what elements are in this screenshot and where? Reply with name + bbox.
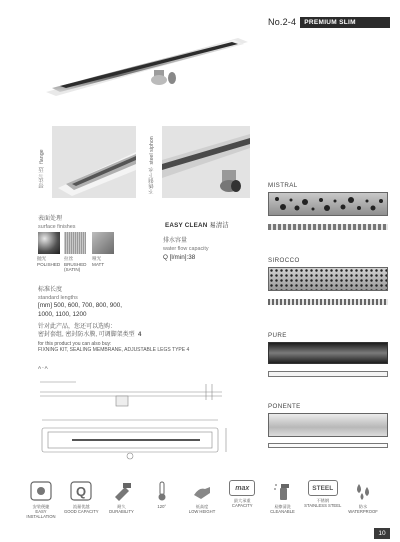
feature-caption: 防水 WATERPROOF <box>348 504 378 514</box>
feature-good-capacity <box>62 480 100 528</box>
spray-icon <box>270 480 296 502</box>
feature-temperature <box>143 480 181 528</box>
flow-title: 排水容量 water flow capacity <box>163 238 209 252</box>
variant-ponente-strip <box>268 443 388 448</box>
variant-mistral-title: MISTRAL <box>268 182 298 189</box>
feature-caption: 安装便捷 EASY INSTALLATION <box>26 504 56 519</box>
feature-caption: 最大承重 CAPACITY <box>231 498 253 508</box>
feature-caption: 低高度 LOW HEIGHT <box>188 504 216 514</box>
feature-caption: 120° <box>157 504 167 509</box>
technical-drawing <box>36 370 232 470</box>
easy-clean-label: EASY CLEAN 易清洁 <box>165 222 229 229</box>
variant-mistral-grate <box>268 192 388 216</box>
variant-ponente-grate <box>268 413 388 437</box>
hand-icon <box>189 480 215 502</box>
feature-easy-installation <box>22 480 60 528</box>
extras-en: for this product you can also buy: FIXNING KIT, SEALING MEMBRANE, ADJUSTABLE LEGS TYPE 4 <box>38 341 190 353</box>
variant-ponente-title: PONENTE <box>268 403 301 410</box>
feature-cleanable <box>264 480 302 528</box>
extras-cn: 针对此产品，您还可以选购： 密封套组, 密封防水膜, 可调脚架类型 4 <box>38 324 142 339</box>
flow-value: Q [l/min]:38 <box>163 254 196 261</box>
swatch-matt <box>92 232 114 254</box>
feature-caption: 易擦清洗 CLEANABLE <box>270 504 295 514</box>
feature-icons-row <box>22 480 382 528</box>
feature-caption: 不锈钢 STAINLESS STEEL <box>304 498 342 508</box>
siphon-photo <box>162 126 250 198</box>
svg-text:Q: Q <box>76 484 87 499</box>
swatch-brushed <box>64 232 86 254</box>
q-icon <box>68 480 94 502</box>
variant-pure-title: PURE <box>268 332 287 339</box>
variant-sirocco-title: SIROCCO <box>268 257 300 264</box>
feature-stainless-steel <box>304 480 342 528</box>
variant-pure-grate <box>268 342 388 364</box>
thermometer-icon <box>149 480 175 502</box>
feature-caption: 流量优越 GOOD CAPACITY <box>63 504 99 514</box>
finish-polished-label: 抛光 POLISHED <box>37 256 61 267</box>
feature-capacity <box>223 480 261 528</box>
product-tag: PREMIUM SLIM <box>300 17 390 28</box>
hero-drain-image <box>38 34 250 98</box>
lengths-values: [mm] 500, 600, 700, 800, 900, 1000, 1100, 1200 <box>38 302 123 318</box>
variant-pure-strip <box>268 371 388 377</box>
page-number: 10 <box>374 528 390 539</box>
feature-caption: 耐久 DURABILITY <box>109 504 134 514</box>
finish-brushed-label: 拉丝 BRUSHED (SATIN) <box>64 256 87 272</box>
steel-icon: STEEL <box>308 480 338 496</box>
finish-matt-label: 哑光 MATT <box>92 256 105 267</box>
feature-low-height <box>183 480 221 528</box>
hammer-icon <box>109 480 135 502</box>
variant-sirocco-strip <box>268 299 388 305</box>
siphon-label: 不锈钢下水 steel siphon <box>149 136 155 194</box>
man-icon: max <box>229 480 255 496</box>
feature-waterproof <box>344 480 382 528</box>
swatch-polished <box>38 232 60 254</box>
product-number: No.2-4 <box>268 17 297 27</box>
section-label: A - A <box>38 365 48 370</box>
flange-photo <box>52 126 136 198</box>
surface-title: 表面处理 surface finishes <box>38 216 76 230</box>
drops-icon <box>350 480 376 502</box>
flange-label: 带法兰边 flange <box>39 149 45 188</box>
gear-icon <box>28 480 54 502</box>
page-header <box>268 16 390 28</box>
variant-sirocco-grate <box>268 267 388 291</box>
variant-mistral-strip <box>268 224 388 230</box>
lengths-title: 标准长度 standard lengths <box>38 287 78 301</box>
feature-durability <box>103 480 141 528</box>
